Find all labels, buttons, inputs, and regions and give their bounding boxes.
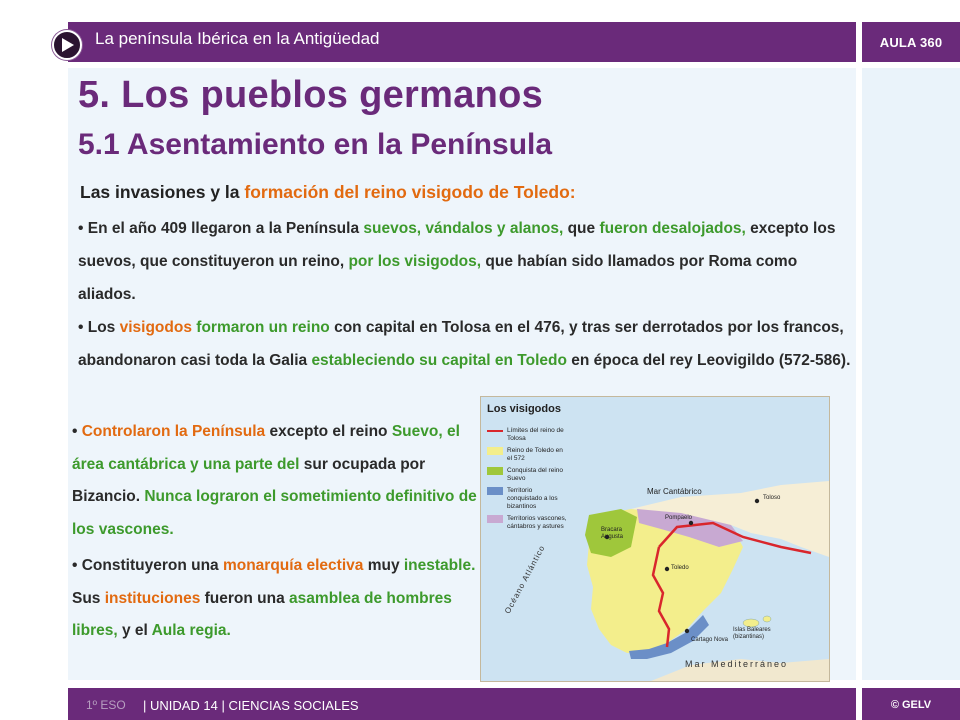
text: muy (363, 557, 404, 574)
play-icon (61, 37, 75, 53)
highlight: asamblea de hombres libres, (72, 589, 452, 639)
section-heading (80, 182, 576, 203)
legend-item (487, 515, 567, 531)
visigoths-map (480, 396, 830, 682)
baleares-island (763, 616, 771, 622)
footer-course: 1º ESO (86, 698, 126, 712)
text: excepto el reino (265, 423, 392, 440)
legend-item (487, 487, 567, 511)
text: • En el año 409 llegaron a la Península (78, 220, 364, 237)
legend-swatch (487, 447, 503, 455)
text: sur ocupada por Bizancio. (72, 455, 426, 505)
highlight: Controlaron la Península (81, 423, 266, 440)
footer-unit: | UNIDAD 14 | CIENCIAS SOCIALES (143, 698, 359, 713)
city-dot (755, 499, 759, 503)
page-title: 5. Los pueblos germanos (78, 74, 544, 116)
baleares-island (743, 619, 759, 627)
bullet-monarchy (72, 550, 477, 648)
legend-label: Conquista del reino Suevo (507, 467, 564, 482)
map-label-atlantico: Océano Atlántico (503, 543, 547, 616)
highlight: instituciones (104, 589, 201, 607)
bullet-control (72, 416, 477, 546)
bullet-invasions (78, 212, 848, 311)
highlight: Aula regia. (151, 622, 231, 639)
legend-swatch (487, 430, 503, 432)
city-dot (689, 521, 693, 525)
highlight: fueron desalojados, (599, 220, 746, 237)
legend-label: Territorio conquistado a los bizantinos (507, 487, 558, 510)
legend-swatch (487, 515, 503, 523)
text: • Constituyeron una (72, 557, 223, 574)
text: • Los (78, 319, 120, 336)
highlight: suevos, vándalos y alanos, (363, 220, 564, 237)
map-label-baleares: Islas Baleares (bizantinas) (733, 627, 771, 640)
legend-label: Reino de Toledo en el 572 (507, 447, 563, 462)
map-label-mar-cantabrico: Mar Cantábrico (647, 487, 702, 496)
map-label-toledo: Toledo (671, 565, 689, 571)
legend-swatch (487, 467, 503, 475)
highlight: visigodos (119, 319, 192, 336)
bullet-visigoth-kingdom (78, 311, 858, 377)
map-label-toloso: Toloso (763, 495, 781, 501)
text: excepto los suevos, que constituyeron un reino, (78, 220, 836, 270)
legend-label: Territorios vascones, cántabros y astures (507, 515, 567, 530)
legend-swatch (487, 487, 503, 495)
header-title: La península Ibérica en la Antigüedad (95, 29, 380, 48)
text: que (563, 220, 600, 237)
text: que habían sido llamados por Roma como aliados. (78, 253, 798, 303)
legend-label: Límites del reino de Tolosa (507, 427, 564, 442)
map-label-bracara: Bracara Augusta (601, 527, 624, 540)
brand-label: AULA 360 (879, 35, 943, 50)
legend-item (487, 447, 567, 463)
highlight: Suevo, el área cantábrica y una parte del (72, 423, 460, 473)
text: fueron una (200, 589, 290, 607)
map-title: Los visigodos (487, 403, 561, 415)
heading-text: Las invasiones y la (80, 182, 245, 202)
highlight: monarquía electiva (222, 557, 364, 574)
heading-highlight: formación del reino visigodo de Toledo: (244, 182, 576, 202)
legend-item (487, 467, 567, 483)
footer-copyright: © GELV (890, 699, 932, 711)
map-legend (487, 427, 567, 531)
city-dot (685, 629, 689, 633)
highlight: inestable. (403, 557, 476, 574)
play-button[interactable] (52, 30, 82, 60)
highlight: por los visigodos, (348, 253, 482, 270)
city-dot (665, 567, 669, 571)
map-label-pompaelo: Pompaelo (665, 515, 693, 521)
highlight: Nunca lograron el sometimiento definitivo de los vascones. (72, 488, 477, 538)
highlight: formaron un reino (196, 319, 330, 336)
right-panel (862, 68, 960, 680)
text: con capital en Tolosa en el 476, y tras ser derrotados por los francos, abandonaron casi toda la Galia (78, 319, 844, 369)
map-label-cartago: Cartago Nova (691, 637, 729, 643)
text: en época del rey Leovigildo (572-586). (566, 352, 851, 369)
text: Sus (72, 589, 105, 607)
brand-box (862, 22, 960, 62)
map-label-mediterraneo: Mar Mediterráneo (685, 659, 789, 669)
text: y el (117, 622, 152, 639)
highlight: estableciendo su capital en Toledo (311, 352, 567, 369)
text: • (72, 423, 82, 440)
legend-item (487, 427, 567, 443)
page-subtitle: 5.1 Asentamiento en la Península (78, 128, 553, 161)
